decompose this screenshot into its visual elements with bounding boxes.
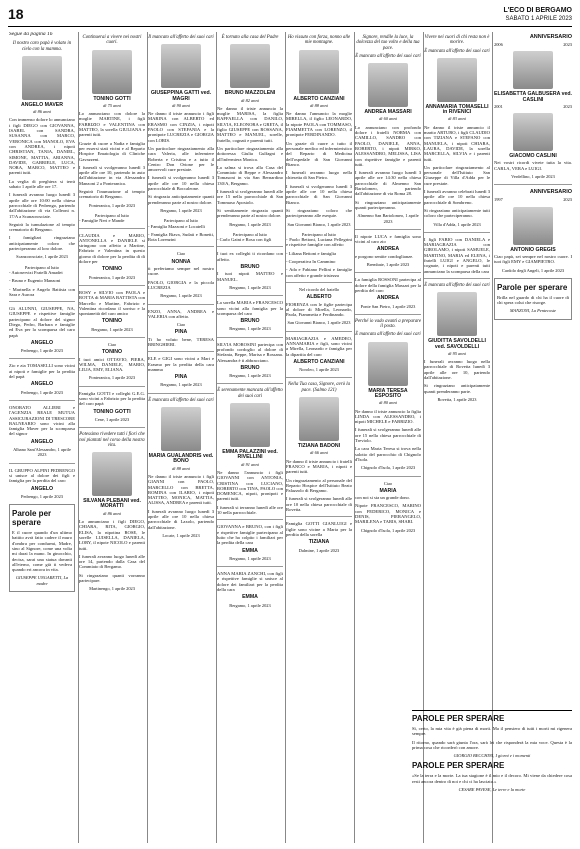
notice-date: Villa d'Adda, 1 aprile 2023 — [433, 221, 481, 227]
box-text: E il cuore quando d'un ultimo battito avrà fatto cadere il muro d'ombra per condurmi, Madre, sino al Signore, come una volta mi darai la mano. In ginocchio, decisa, sarai una statua davanti all'eterno, come già ti vedeva quando eri ancora in vita. — [12, 530, 72, 573]
notice-date: Ponteranica, 1 aprile 2023 — [88, 274, 136, 280]
anniversary-years — [494, 104, 572, 109]
divider — [286, 516, 352, 517]
notice-text: Si ringraziano anticipatamente quanti prenderanno parte. — [424, 383, 490, 394]
notice-text: Ne danno il triste annuncio i figli MARINA con ALBERTO ed ERASMO con CINZIA, i nipoti PAOLO con STEFANIA e la pronipote LUCREZIA e GIORGIA con LORIS. — [148, 111, 214, 143]
notice-text: ONORATO ALLIERI e l'AGENZIA REALE MUTUA ASSICURAZIONI DI TRESCORE BALNEARIO sono vicini alla famiglia Maver per la scomparsa del signor — [9, 404, 75, 437]
masthead — [503, 6, 572, 24]
deceased-name: TONINO GOTTI — [93, 95, 131, 102]
box-title: Parole per sperare — [12, 509, 52, 528]
divider — [217, 246, 283, 247]
notice-text: La famiglia ROSSONI partecipa al dolore della famiglia Massari per la perdita del caro — [355, 277, 421, 293]
portrait-photo — [437, 58, 477, 102]
notice-date: Bergamo, 1 aprile 2023 — [160, 293, 202, 299]
deceased-name: ANGELO — [30, 485, 54, 492]
column-7 — [424, 32, 490, 702]
box-text: «Se la terra e la morte. La tua stagione è il mio e il decoro. Mi viene da chiedere cosa resti ancora dentro di noi e chi ci ha lasciato.» — [412, 773, 572, 784]
year-end: 2023 — [563, 197, 572, 203]
divider — [424, 232, 490, 233]
column-4 — [217, 32, 283, 842]
intro-text: È mancato all'affetto dei suoi cari — [355, 53, 421, 59]
notice-text: Ti ho voluto bene, TERESA BRINGHIERI. — [148, 336, 214, 347]
deceased-name: TONINO GOTTI — [93, 408, 131, 415]
deceased-name: ALBERTO CANZIANI — [293, 95, 345, 102]
quote-text: Signore, rendile la luce, la dolcezza del tuo volto e della tua pace. — [356, 35, 420, 51]
notice-text: - Bruno e Eugenio Manzoni — [9, 278, 61, 284]
deceased-name: EMMA — [242, 547, 258, 554]
intro-text: Ho vissuto con forza, nonno alle mie montagne. — [287, 35, 351, 46]
year-start: 1997 — [494, 197, 503, 203]
anniversary-years — [494, 42, 572, 47]
divider — [148, 351, 214, 352]
divider — [9, 400, 75, 401]
intro-text: È tornato alla casa del Padre — [221, 35, 279, 40]
box-author: GIUSEPPE UNGARETTI, La madre — [15, 575, 69, 586]
partecipano-label: Partecipano al lutto — [232, 231, 268, 237]
deceased-name: MARIA GUALANDRIS ved. BONO — [148, 453, 214, 465]
deceased-age: di 88 anni — [172, 465, 190, 471]
notice-text: PAOLO, GIORGIA e la piccola LUCREZIA — [148, 279, 214, 290]
notice-text: con noi si sta un grande dono. — [355, 495, 410, 501]
anniversary-title: ANNIVERSARIO — [529, 189, 572, 196]
notice-text: Nel ricordo del fratello — [298, 286, 340, 292]
deceased-name: ANDREA — [376, 246, 400, 253]
notice-text: Lo annunciano i figli DIEGO, CHIARA, RITA, GIORGIO, ELISA, la nipotina ROSE, le sorelle LUISELLA, DANIELA, LORY, il nipote NICOLO e parenti tutti. — [79, 519, 145, 551]
notice-date: Dalmine, 1 aprile 2023 — [298, 547, 340, 553]
deceased-age: di 86 anni — [103, 510, 121, 516]
notice-text: La cara Maria Teresa si trova nella salotto del parrocchio di Chignolo d'Isola. — [355, 446, 421, 462]
notice-date: San Giovanni Bianco, 1 aprile 2023 — [287, 320, 351, 326]
notice-date: Albano Sant'Alessandro, 1 aprile 2023 — [13, 447, 71, 458]
deceased-age: di 95 anni — [448, 350, 466, 356]
notice-text: Seguirà l'inumazione al tempio crematorio di Bergamo. — [79, 189, 145, 200]
continued-from: Segue da pagina 16 — [9, 32, 53, 37]
divider — [355, 272, 421, 273]
notice-text: ROSY e SILVIO con PAOLA e ROTTA di MARIA BATTISTA con Marcello e Martine, Fabrizio e Valentina ricordano il sorriso e la spontaneità del caro amico — [79, 289, 145, 317]
page-number: 18 — [8, 6, 24, 22]
notice-text: I funerali si svolgeranno lunedì 3 aprile alle ore 10 nella chiesa parrocchiale di San Giovanni Bianco. — [286, 183, 352, 205]
notice-text: Ne danno il triste annuncio la figlia LINDA con ALESSANDRO, i nipoti MICHELE e FABRIZIO. — [355, 408, 421, 425]
year-end: 2023 — [563, 103, 572, 109]
column-1 — [9, 32, 75, 842]
parole-per-sperare-box — [9, 504, 75, 592]
deceased-name: BRUNO MAZZOLENI — [224, 90, 276, 97]
deceased-name: TIZIANA — [308, 539, 330, 546]
divider — [217, 295, 283, 296]
portrait-photo — [161, 407, 201, 451]
year-start: 2006 — [494, 42, 503, 47]
divider — [217, 519, 283, 520]
deceased-age: di 75 anni — [103, 102, 121, 108]
notice-text: - Famiglia Biava, Sudati e Bonetti, Rota Lorenzini — [148, 231, 214, 243]
notice-date: Ponteranica, 1 aprile 2023 — [88, 202, 136, 208]
deceased-name: ANNAMARIA TOMASELLI in RIVENICI — [425, 103, 489, 116]
notice-text: La sorella MARIA e FRANCESCO sono vicini alla famiglia per la scomparsa del caro — [217, 300, 283, 316]
portrait-photo — [299, 397, 339, 441]
notice-text: I funerali avranno luogo lunedì alle ore 14, partendo dalla Casa del Commiato di Bergamo. — [79, 553, 145, 570]
notice-text: ti preferiamo sempre nel nostro cuore. — [148, 266, 214, 277]
box-text: Sì, certo, la mia vita è già piena di morti. Ma il pensiero di tutti i morti mi rigenera sempre. — [412, 726, 572, 737]
notice-text: I funerali avranno luogo lunedì 3 aprile alle ore 14:30 nella chiesa parrocchiale di Almenno San Bartolomeo, partendo dall'abitazione di via Roma 28. — [355, 170, 421, 197]
deceased-name: PINA — [174, 329, 188, 336]
deceased-age: di 80 anni — [379, 400, 397, 406]
quote-text: Perché io vado avanti a preparare il posto. — [355, 318, 421, 330]
divider — [424, 278, 490, 279]
notice-date: Chignolo d'Isola, 1 aprile 2023 — [360, 465, 416, 471]
notice-text: I tuoi amici OTTAVIO, PIERA, WILMA, DANIELE, MARIO, LILIA, EMY, ELIANA. — [79, 356, 145, 373]
intro-text: È mancata all'affetto dei suoi cari — [355, 332, 421, 338]
deceased-name: ANGELO — [30, 381, 54, 388]
notice-text: La salma si trova alla Casa del Commiato di Beppe e Alessandro Tomasoni in via San Bernardino 130/A, Bergamo. — [217, 164, 283, 186]
notice-text: Con immenso dolore lo annunciano i figli DIEGO con GIOVANNA, ISABEL con SANDRA, SUSANNA con MARCO, VERONICA con MANOLO, EVA con ANDREA, i nipoti CHRISTIAN, TANIA, DANIEL, SIMONE, MATTIA, ARIANNA, DAVIDE, GABRIELE, LUCA, NORA, MARCO, MATTEO e parenti tutti. — [9, 117, 75, 176]
notice-text: Un grazie di cuore a tutto il personale medico ed infermieristico del Reparto di Medicina dell'ospedale di San Giovanni Bianco. — [286, 140, 352, 167]
deceased-name: PINA — [174, 374, 188, 381]
notice-text: SILVIA MOROSINI partecipa con profondo cordoglio al dolore di Stefania, Beppe, Marisa e Rossana. Alessandra è ti abbracciano. — [217, 341, 283, 363]
notice-text: - Liliana Bettoni e famiglia — [286, 250, 337, 256]
notice-text: I funerali si terranno lunedì alle ore 10 nella parrocchiale. — [217, 504, 283, 516]
divider — [79, 228, 145, 229]
notice-date: Bergamo, 1 aprile 2023 — [229, 555, 271, 561]
notice-text: Un ringraziamento al personale del Reparto Hospice dell'Istituto Beato Palazzolo di Bergamo. — [286, 477, 352, 494]
intro-text: È mancata all'affetto dei suoi cari — [424, 48, 490, 54]
intro-text: È mancata all'affetto dei suoi cari — [148, 397, 214, 403]
box-text: Il ritorno, quando sarà giunta l'ora, sarà lei che risponderà la mia voce. Questa è la prima cosa che ricorderò con amore. — [412, 739, 572, 750]
notice-text: Si ringraziano anticipatamente tutti coloro che parteciperanno. — [424, 207, 490, 219]
deceased-name: SILVANA PLEBANI ved. MORATTI — [83, 498, 141, 510]
notice-text: Famiglia GOTTI e colleghi G.E.G. sono vicini a Fabrizio per la perdita del caro papà — [79, 390, 145, 407]
box-author: MANZONI, La Pentecoste — [509, 308, 557, 314]
notice-date: Pedrengo, 1 aprile 2023 — [21, 389, 63, 395]
notice-text: I funerali avranno luogo lunedì 3 aprile alle ore 10:00 nella chiesa parrocchiale di Pedrengo, partendo dall'abitazione di via Colleoni n. 17/A a Scanzorosciate. — [9, 192, 75, 219]
divider — [79, 386, 145, 387]
notice-text: Ne danno il triste annuncio i figli GIANNI con PAOLO, MARCELLO con BRETTA, ROMINA con ILARIO, i nipoti MATTEO, MONICA, MATTIA, ALISSA, ANDREA e parenti tutti. — [148, 473, 214, 506]
notice-text: Grazie di cuore a Nadia e famiglia per essersi stati vicini e al Reparto Hospice Ematologia di Cliniche Gavazzeni. — [79, 140, 145, 162]
notice-date: Verdellino, 1 aprile 2023 — [511, 174, 555, 180]
column-5 — [286, 32, 352, 842]
divider — [286, 331, 352, 332]
deceased-name: ANGELO — [30, 339, 54, 346]
deceased-age: di 88 anni — [310, 102, 328, 108]
divider — [9, 301, 75, 302]
divider — [217, 383, 283, 384]
notice-text: Ciao papà, sei sempre nel nostro cuore. I tuoi figli EMY e GIAMPIETRO. — [494, 253, 572, 265]
notice-text: Lo annunciano con profondo dolore i fratelli NORMA con CAMILLO, SANDRO con PAOLO, DANIELE, ANNA, ROBERTO, i nipoti MIRKO, ALESSANDRO, MELISSA, LISA con rispettive famiglie e parenti tutti. — [355, 124, 421, 167]
notice-text: Seguirà la tumulazione al tempio crematorio di Bergamo. — [9, 221, 75, 233]
deceased-age: di 90 anni — [172, 102, 190, 108]
notice-date: Bergamo, 1 aprile 2023 — [229, 326, 271, 332]
notice-date: San Giovanni Bianco, 1 aprile 2023 — [287, 221, 351, 227]
portrait-photo — [92, 452, 132, 496]
notice-text: - Marinella e Angelo Battista con Sara e Aurora — [9, 286, 75, 297]
divider — [217, 566, 283, 567]
anniversary-title: ANNIVERSARIO — [529, 34, 572, 40]
notice-text: e porgono sentite condoglianze. — [355, 253, 414, 259]
notice-text: - Cooperativa In Cammino — [286, 259, 336, 265]
deceased-age: di 83 anni — [448, 116, 466, 122]
partecipano-label: Partecipano al lutto — [24, 264, 60, 270]
notice-date: Almenno San Bartolomeo, 1 aprile 2023 — [357, 213, 419, 224]
notice-text: Lo annunciano con dolore la moglie MARTINE, i figli FABRIZIO e VALENTINA con MATTEO, la sorella GIULIANA e parenti tutti. — [79, 111, 145, 138]
notice-text: Ne danno il triste annuncio il marito ARTURO, i figli CLAUDIO con TIZIANA e STEFANO con MANUELA, i nipoti CHIARA, LAURA, DAVIDE, la sorella MARCELLA, SILVIA e i parenti tutti. — [424, 124, 490, 162]
deceased-name: GIUDITTA SAVOLDELLI ved. SAVOLDELLI — [428, 338, 486, 350]
column-3 — [148, 32, 214, 842]
notice-text: IL GRUPPO ALPINI PEDRENGO si unisce al dolore dei figli e famiglia per la perdita del caro — [9, 467, 75, 484]
deceased-name: ALBERTO — [306, 294, 332, 301]
deceased-age: di 60 anni — [379, 116, 397, 122]
deceased-name: ALBERTO CANZIANI — [293, 358, 345, 365]
notice-text: Gli ALUNNI, GIUSEPPE, NA, GIUSEPPE e rispettive famiglie partecipano al dolore del signor Diego, Pedro, Barbara e famiglie ed Eva per la scomparsa del caro papà — [9, 306, 75, 338]
notice-text: ELE e GIGI sono vicini a Mari e Erasmo per la perdita della cara mamma — [148, 356, 214, 372]
notice-text: Ne danno l'annuncio la moglie MIRELLA, il figlio LEONARDO, la nipote PAOLA con TOMMASO, FIAMMETTA con LORENZO, il pronipote FERDINANDO. — [286, 111, 352, 138]
notice-text: I funerali si svolgeranno lunedì alle ore 15 nella parrocchiale di San Tommaso Apostolo. — [217, 189, 283, 205]
notice-date: Chignolo d'Isola, 1 aprile 2023 — [360, 527, 416, 533]
deceased-name: ANTONIO GREGIS — [510, 246, 556, 253]
divider — [9, 358, 75, 359]
portrait-photo — [92, 50, 132, 94]
box-author: CESARE PAVESE, Le terre e la morte — [458, 787, 526, 793]
deceased-name: TIZIANA BADONI — [297, 443, 341, 450]
divider — [494, 184, 572, 185]
deceased-name: MARIA TERESA ESPOSITO — [368, 387, 408, 399]
intro-text: Continuerai a vivere nei nostri cuori. — [82, 35, 142, 46]
notice-text: Ne danno il triste annuncio i fratelli FRANCO e MARIA, i nipoti e parenti tutti. — [286, 458, 352, 475]
quote-text: Vivere nei cuori di chi resta non è morire. — [424, 35, 490, 46]
deceased-name: ANGELO — [30, 438, 54, 445]
notice-text: Si ringrazia anticipatamente quanti prenderanno parte al nostro dolore. — [148, 194, 214, 205]
notice-date: Martinengo, 1 aprile 2023 — [89, 586, 135, 592]
notice-text: GIOVANNA e BRUNO, con i figli e rispettive famiglie partecipano al lutto che ha colpito i familiari per la perdita della cara — [217, 524, 283, 546]
notice-date: Ponte San Pietro, 1 aprile 2023 — [360, 303, 416, 309]
portrait-photo — [368, 342, 408, 386]
notice-text: I funerali si svolgeranno lunedì alle ore 10 nella chiesa parrocchiale di Rovetta. — [286, 496, 352, 513]
divider — [148, 304, 214, 305]
notice-text: Un particolare ringraziamento alla dottoressa Giulia Gulfagni e all'infermiera Monica. — [217, 145, 283, 162]
box-text: Brilla nel guardo di chi ha il cuore di chi spera colui che risorge. — [497, 294, 569, 306]
notice-date: Bergamo, 1 aprile 2023 — [160, 207, 202, 213]
parole-per-sperare-wide — [412, 710, 572, 795]
notice-date: Bergamo, 1 aprile 2023 — [229, 284, 271, 290]
deceased-name: BRUNO — [240, 364, 260, 371]
notice-text: Famiglia GOTTI GIANLUIGI e figlie sono vicine a Maria per la perdita della sorella — [286, 521, 352, 537]
notice-text: I funerali avranno luogo nella parrocchiale di Rovetta lunedì 3 aprile alle ore 10, partendo dall'abitazione. — [424, 359, 490, 380]
deceased-name: TONINO — [101, 349, 123, 356]
year-end: 2023 — [563, 42, 572, 47]
deceased-age: di 82 anni — [241, 97, 259, 103]
portrait-photo — [22, 56, 62, 100]
deceased-name: ELISABETTA GALBUSERA ved. CASLINI — [494, 91, 572, 103]
partecipano-label: Partecipano al lutto — [94, 212, 130, 218]
quote-text: Nella Tua casa, Signore, avrò la pace. (Salmo 121) — [287, 382, 351, 393]
notice-text: I funerali si svolgeranno lunedì alle ore 15 nella chiesa parrocchiale di Treviolo. — [355, 427, 421, 444]
deceased-name: TONINO — [101, 266, 123, 273]
deceased-name: TONINO — [101, 318, 123, 325]
parole-per-sperare-box — [494, 278, 572, 320]
portrait-photo — [513, 51, 553, 89]
divider — [79, 285, 145, 286]
notice-date: Cene, 1 aprile 2023 — [94, 416, 130, 422]
notice-date: Locate, 1 aprile 2023 — [162, 532, 200, 538]
deceased-age: di 86 anni — [33, 109, 51, 115]
notice-text: I funerali avranno luogo lunedì 3 aprile alle ore 10 nella chiesa parrocchiale di Laxolo, partendo dall'abitazione. — [148, 508, 214, 530]
notice-text: - Ada e Fabiano Pellini e famiglie con affetto e grande tristezza — [286, 267, 352, 278]
notice-text: Ne danno l'annuncio i figli GIOVANNI con ANTONIA, CRISTINA con LUCIANO, ROBERTO con TINA, PAOLO con DOMENICA, nipoti, pronipoti e parenti tutti. — [217, 469, 283, 502]
intro-text: Il mancato all'affetto dei suoi cari — [148, 35, 214, 40]
notice-text: FIORENZA con le figlie partecipa al dolore di Mirella, Leonardo, Paola, Fiammetta e Ferdinando. — [286, 301, 352, 318]
header-rule — [8, 26, 572, 27]
notice-text: - Famiglie Neri e Mande — [79, 218, 125, 224]
notice-text: Ne danno il triste annuncio la moglie MARISA, la figlia RAFFAELLA con DANILO, SILVIA, ELEONORA e GRETA, il figlio GIUSEPPE con ROSSANA, MATTEO e MANUEL, sorelle, fratello, cognati e parenti tutti. — [217, 105, 283, 143]
divider — [79, 337, 145, 338]
deceased-name: EMMA PALAZZINI ved. RIVELLINI — [222, 449, 278, 461]
notice-text: Zio e zia TOMASELLI sono vicini ai nipoti e famiglie per la perdita del papà — [9, 363, 75, 380]
notice-text: - Paolo Bettoni, Luciana Pellegrini e rispettive famiglie con affetto — [286, 237, 352, 248]
divider — [148, 246, 214, 247]
deceased-name: GIACOMO CASLINI — [509, 153, 557, 160]
newspaper-name: L'ECO DI BERGAMO — [503, 7, 572, 14]
portrait-photo — [513, 207, 553, 245]
deceased-name: BRUNO — [240, 264, 260, 271]
notice-text: ENZO, ANNA, ANDREA e VALERIA con affetto. — [148, 308, 214, 319]
divider — [286, 377, 352, 378]
deceased-name: ANGELO MAVER — [21, 101, 63, 108]
column-2 — [79, 32, 145, 842]
notice-date: Bergamo, 1 aprile 2023 — [91, 326, 133, 332]
issue-date: SABATO 1 APRILE 2023 — [505, 16, 572, 22]
divider — [355, 314, 421, 315]
intro-text: Il nostro caro papà è volato in cielo con la mamma. — [12, 41, 72, 52]
portrait-photo — [161, 44, 201, 88]
notice-text: - Famiglia Mazzoni e Locatelli — [148, 223, 205, 229]
ciao-label: Ciao — [176, 322, 186, 328]
anniversary-years — [494, 197, 572, 202]
deceased-name: BRUNO — [240, 318, 260, 325]
notice-date: Noroleo, 1 aprile 2023 — [299, 367, 339, 373]
divider — [355, 476, 421, 477]
deceased-name: NONNA — [171, 258, 191, 265]
divider — [286, 282, 352, 283]
notice-date: Rovetta, 1 aprile 2023 — [437, 396, 477, 402]
notice-date: Bergamo, 1 aprile 2023 — [160, 382, 202, 388]
notice-text: MARIAGRAZIA e AMEDEO, ANNAMARIA e figli, sono vicini a Mirella, Leonardo e famiglia per la dipartita del caro — [286, 335, 352, 357]
notice-date: Cardolo degli Angeli, 1 aprile 2023 — [501, 267, 565, 273]
notice-text: I funerali avranno luogo nella chiesetta di San Pietro. — [286, 170, 352, 181]
divider — [79, 427, 145, 428]
notice-date: Scanzorosciate, 1 aprile 2023 — [16, 254, 68, 260]
notice-text: I tuoi nipoti MATTEO e MANUEL. — [217, 271, 283, 282]
deceased-age: di 66 anni — [310, 450, 328, 456]
deceased-name: ANDREA — [376, 295, 400, 302]
ciao-label: Ciao — [383, 480, 393, 486]
notice-date: Bergamo, 1 aprile 2023 — [229, 373, 271, 379]
notice-text: Un particolare ringraziamento al personale dell'Istituto San Giuseppe di Villa d'Adda per le cure prestate. — [424, 164, 490, 186]
divider — [148, 393, 214, 394]
notice-text: CLAUDIA e MARIO, ANTONELLA e DANIELE si stringono con affetto a Martine, Fabrizio e Valentina in questo giorno di dolore per la perdita di di dolore per — [79, 232, 145, 265]
notice-text: Un particolare ringraziamento alla cara Valeria, alle infermiere Roberta e Cristina e a tutto il Centro Don Orione per le amorevoli cure prestate. — [148, 145, 214, 173]
partecipano-label: Partecipano al lutto — [301, 231, 337, 237]
notice-text: ANNA MARIA ZANCHI, con figli e rispettive famiglie si unisce al dolore dei familiari per la perdita della cara — [217, 571, 283, 592]
notice-text: I funerali si svolgeranno lunedì 3 aprile alle ore 10, partendo in auto dall'abitazione in via Alessandro Manzoni 2 a Ponteranica. — [79, 164, 145, 186]
notice-text: Nei vostri ricordi vivete tutta la vita. CARLA, VERA e LUIGI. — [494, 160, 572, 171]
deceased-name: EMMA — [242, 594, 258, 601]
ciao-label: Ciao — [107, 341, 117, 347]
box-title: Parole per sperare — [497, 282, 568, 292]
notice-text: I tuoi ex colleghi ti ricordano con affetto. — [217, 251, 283, 262]
box-title: PAROLE PER SPERARE — [412, 714, 505, 723]
portrait-photo — [368, 63, 408, 107]
notice-date: Brembate, 1 aprile 2023 — [366, 262, 410, 268]
notice-text: - Autoservizi Fratelli Amadei — [9, 269, 63, 275]
deceased-name: ANDREA MASSARI — [364, 109, 412, 116]
portrait-photo — [230, 403, 270, 447]
notice-text: Si ringraziano anticipatamente quanti parteciperanno. — [355, 199, 421, 210]
notice-text: I figli FABIO con DANIELA e MARIAGRAZIA con GIROLAMO, i nipoti SAMUELE, MARTINO, MARIA ed ELENA, i fratelli LUIGI e ANGELO, le cognate, i nipoti e parenti tutti annunciano la scomparsa della cara — [424, 236, 490, 274]
portrait-photo — [513, 113, 553, 151]
notice-date: Bergamo, 1 aprile 2023 — [229, 221, 271, 227]
portrait-photo — [299, 50, 339, 94]
notice-text: - Carlo Gaini e Rosa con figli — [217, 237, 272, 243]
notice-text: Nipote FRANCESCO, MARINO con FEDERICO, MONICA e DENIS, PIERANGELO, MARILENA e TARIS, SHARI. — [355, 503, 421, 525]
notice-text: Il nipote LUCA e famiglia sono vicini al caro zio — [355, 233, 421, 245]
portrait-photo — [437, 292, 477, 336]
portrait-photo — [230, 44, 270, 88]
year-start: 2001 — [494, 103, 503, 109]
box-author: GIORGIO BECCHINI, I giorni e i momenti — [453, 753, 531, 759]
notice-text: La veglia di preghiera si terrà sabato 1 aprile alle ore 17. — [9, 178, 75, 190]
divider — [217, 337, 283, 338]
quote-text: Potessimo rivedere tutti i fiori che noi piantati nel corso della nostra vita. — [79, 432, 145, 448]
notice-text: Si ringraziano quanti vorranno partecipare. — [79, 572, 145, 583]
notice-date: Pedrengo, 1 aprile 2023 — [21, 348, 63, 354]
deceased-name: MARIA — [379, 487, 397, 494]
deceased-name: GIUSEPPINA GATTI ved. MAGRI — [150, 90, 212, 102]
intro-text: È mancata all'affetto dei suoi cari — [424, 282, 490, 288]
notice-date: Pedrengo, 1 aprile 2023 — [21, 493, 63, 499]
intro-text: È serenamente mancata all'affetto dei suoi cari — [217, 388, 283, 399]
notice-text: I famigliari ringraziano anticipatamente coloro che parteciperanno al loro dolore. — [9, 235, 75, 252]
deceased-age: di 91 anni — [241, 461, 259, 467]
box-title: PAROLE PER SPERARE — [412, 761, 505, 771]
notice-date: Ponteranica, 1 aprile 2023 — [88, 375, 136, 381]
ciao-label: Ciao — [176, 251, 186, 257]
notice-text: Si ringraziano coloro che parteciperanno alle esequie. — [286, 207, 352, 219]
notice-text: Si sentitamente ringrazia quanti prenderanno parte al nostro dolore. — [217, 207, 283, 219]
partecipano-label: Partecipano al lutto — [163, 218, 199, 224]
notice-text: I funerali si svolgeranno lunedì 3 aprile alle ore 10 nella chiesa parrocchiale di Boccaleone. — [148, 175, 214, 192]
notice-text: I funerali avranno celebrati lunedì 3 aprile alle ore 10 nella chiesa parrocchiale di Sombreno. — [424, 189, 490, 205]
column-8 — [494, 32, 572, 702]
notice-date: Bergamo, 1 aprile 2023 — [229, 602, 271, 608]
divider — [355, 229, 421, 230]
divider — [9, 463, 75, 464]
